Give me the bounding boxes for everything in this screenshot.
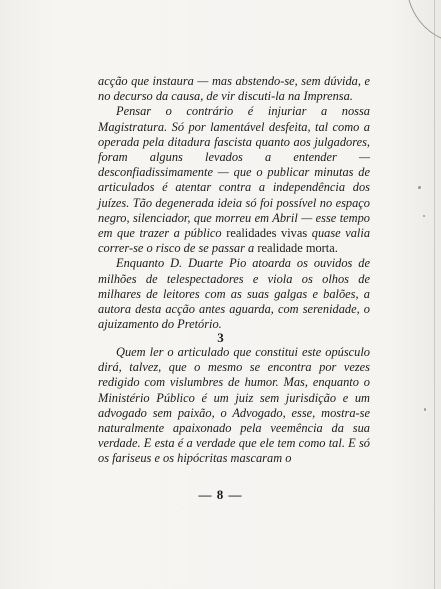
paper-speck xyxy=(424,408,426,411)
roman-text-run: realidades vivas xyxy=(226,226,312,241)
paragraph xyxy=(98,104,370,256)
italic-text-run: Pensar o contrário é injuriar a nossa Magistratura. Só por lamentável desfeita, tal como a operada pela ditadura fascista quanto aos julgadores, foram alguns levados a entender — desconfiadissimamente — que o publicar minutas de articulados é atentar contra a independência dos juízes. Tão degenerada ideia só foi possível no espaço negro, silenciador, que morreu em Abril — esse tempo em que trazer a público xyxy=(98,104,370,241)
paragraph xyxy=(98,345,370,467)
paragraph xyxy=(98,74,370,104)
text-block-top xyxy=(98,74,370,332)
italic-text-run: acção que instaura — mas abstendo-se, sem dúvida, e no decurso da causa, de vir discuti-la na Imprensa. xyxy=(98,74,370,104)
page-corner-curl xyxy=(401,0,441,40)
roman-text-run: realidade morta. xyxy=(257,241,338,256)
italic-text-run: Enquanto D. Duarte Pio atoarda os ouvidos de milhões de telespectadores e viola os olhos de milhares de leitores com as suas galgas e balões, a autora desta acção antes aguarda, com serenidade, o ajuizamento do Pretório. xyxy=(98,256,370,332)
italic-text-run: Quem ler o articulado que constitui este opúsculo dirá, talvez, que o mesmo se encontra por vezes redigido com vislumbres de humor. Mas, enquanto o Ministério Público é um juiz sem jurisdição e um advogado sem paixão, o Advogado, esse, mostra-se naturalmente apaixonado pela veemência da sua verdade. E esta é a verdade que ele tem como tal. E só os fariseus e os hipócritas mascaram o xyxy=(98,345,370,466)
text-block-bottom xyxy=(98,345,370,467)
paper-speck xyxy=(423,215,425,217)
paper-speck xyxy=(418,186,421,189)
page-number: — 8 — xyxy=(198,487,243,502)
section-number: 3 xyxy=(217,330,224,345)
paragraph xyxy=(98,256,370,332)
italic-text-run: quase valia correr-se o risco de se passar a xyxy=(98,226,371,256)
